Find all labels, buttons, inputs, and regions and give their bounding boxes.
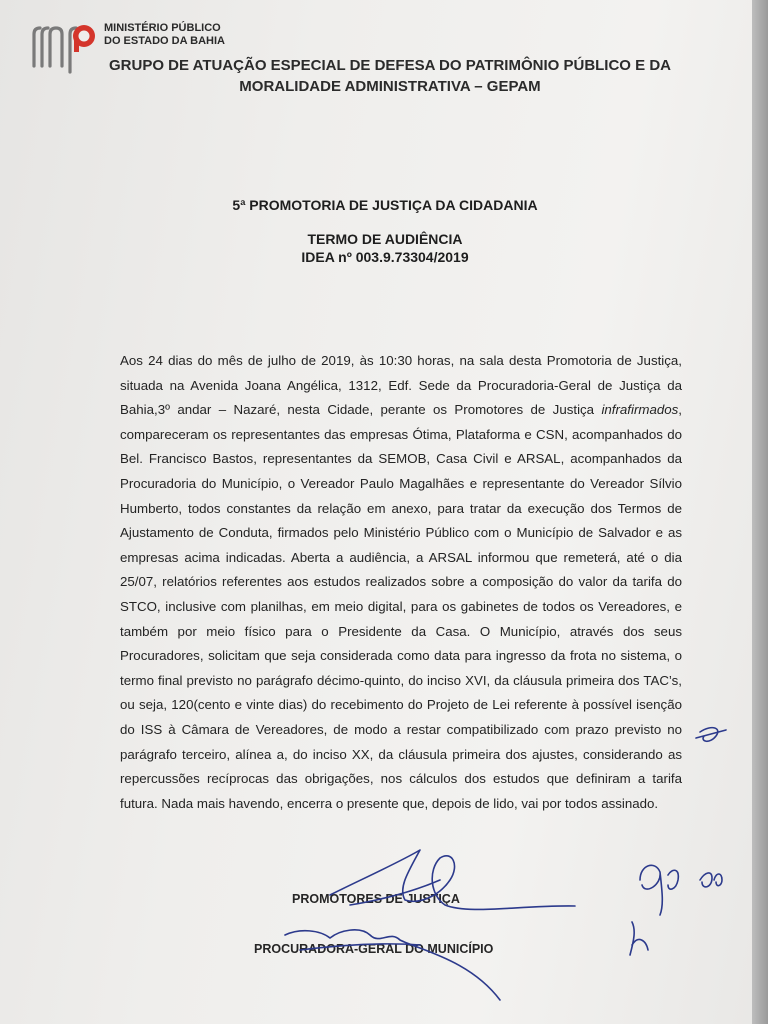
body-text-italic: infrafirmados bbox=[601, 402, 679, 418]
group-heading bbox=[70, 55, 710, 97]
page-edge bbox=[752, 0, 768, 1024]
promotoria-title: 5ª PROMOTORIA DE JUSTIÇA DA CIDADANIA bbox=[232, 197, 538, 213]
group-heading-line-2: MORALIDADE ADMINISTRATIVA – GEPAM bbox=[239, 78, 541, 95]
document-title: TERMO DE AUDIÊNCIA bbox=[307, 231, 463, 247]
initials-h bbox=[630, 922, 648, 955]
idea-number: IDEA nº 003.9.73304/2019 bbox=[301, 249, 469, 265]
body-text-part-2: , compareceram os representantes das empresas Ótima, Plataforma e CSN, acompanhados do Bel. Francisco Bastos, representantes da SEMOB, Casa Civil e ARSAL, acompanhados da Procuradoria do Município, o Vereador Paulo Magalhães e representante do Vereador Sílvio Humberto, todos constantes da relação em anexo, para tratar da execução dos Termos de Ajustamento de Conduta, firmados pelo Ministério Público com o Município de Salvador e as empresas acima indicadas. Aberta a audiência, a ARSAL informou que remeterá, até o dia 25/07, relatórios referentes aos estudos realizados sobre a composição do valor da tarifa do STCO, inclusive com planilhas, em meio digital, para os gabinetes de todos os Vereadores, e também por meio físico para o Presidente da Casa. O Município, através dos seus Procuradores, solicitam que seja considerada como data para ingresso da frota no sistema, o termo final previsto no parágrafo décimo-quinto, do inciso XVI, da cláusula primeira dos TAC’s, ou seja, 120(cento e vinte dias) do recebimento do Projeto de Lei referente à possível isenção do ISS à Câmara de Vereadores, de modo a restar compatibilizado com prazo previsto no parágrafo terceiro, alínea a, do inciso XX, da cláusula primeira dos ajustes, considerando as repercussões recíprocas das obrigações, nos cálculos dos estudos que definiram a tarifa futura. Nada mais havendo, encerra o presente que, depois de lido, vai por todos assinado. bbox=[120, 402, 682, 811]
body-text-part-1: Aos 24 dias do mês de julho de 2019, às 10:30 horas, na sala desta Promotoria de Justiça, situada na Avenida Joana Angélica, 1312, Edf. Sede da Procuradoria-Geral de Justiça da Bahia,3º andar – Nazaré, nesta Cidade, perante os Promotores de Justiça bbox=[120, 353, 682, 418]
margin-initial bbox=[696, 728, 726, 742]
group-heading-line-1: GRUPO DE ATUAÇÃO ESPECIAL DE DEFESA DO PATRIMÔNIO PÚBLICO E DA bbox=[109, 57, 671, 74]
initials-pg bbox=[640, 865, 678, 915]
organization-line-2: DO ESTADO DA BAHIA bbox=[104, 35, 225, 47]
procuradora-signature-label: PROCURADORA-GERAL DO MUNICÍPIO bbox=[254, 942, 494, 956]
initials-ab bbox=[700, 873, 722, 887]
organization-line-1: MINISTÉRIO PÚBLICO bbox=[104, 22, 221, 34]
document-header bbox=[150, 197, 620, 265]
promotores-signature-label: PROMOTORES DE JUSTIÇA bbox=[292, 892, 460, 906]
body-paragraph bbox=[120, 349, 682, 816]
organization-name bbox=[104, 22, 225, 48]
procuradora-signature bbox=[285, 930, 500, 1000]
